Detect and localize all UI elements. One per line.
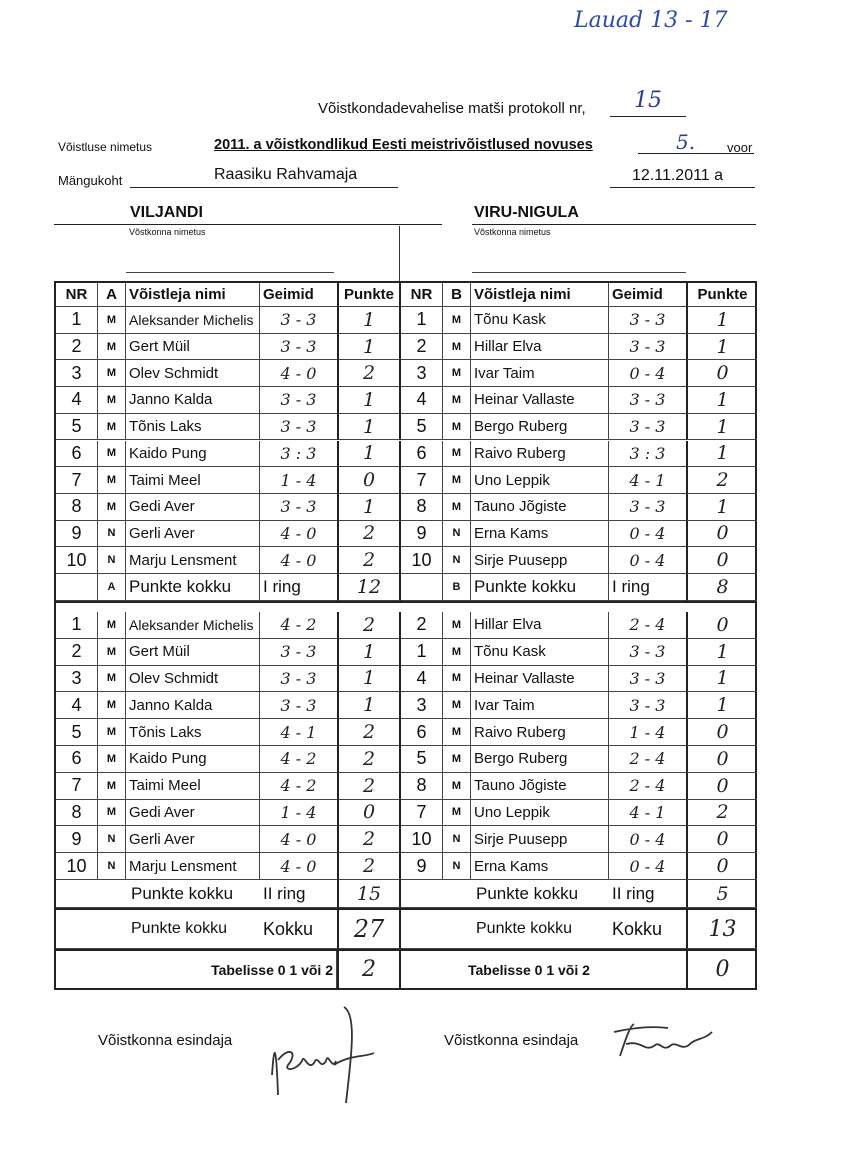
- player-b-number: 2: [401, 334, 443, 361]
- player-b-number: 2: [401, 612, 443, 639]
- player-a-points: 2: [337, 547, 401, 574]
- player-b-games: 2 - 4: [609, 746, 687, 773]
- ring2-total-b-label: Punkte kokku: [401, 880, 609, 908]
- player-b-name: Sirje Puusepp: [471, 547, 609, 574]
- grand-total-row: [56, 910, 755, 951]
- player-a-name: Kaido Pung: [126, 441, 260, 468]
- team-divider: [399, 226, 400, 282]
- player-a-number: 4: [56, 387, 98, 414]
- player-a-games: 4 - 2: [260, 746, 338, 773]
- player-a-number: 6: [56, 441, 98, 468]
- player-b-number: 7: [401, 467, 443, 494]
- player-a-games: 3 - 3: [260, 414, 338, 441]
- player-b-points: 1: [686, 639, 757, 666]
- player-a-points: 0: [337, 800, 401, 827]
- team-b-name: VIRU-NIGULA: [474, 204, 579, 221]
- match-protocol-table: [54, 281, 757, 990]
- col-name-b: Võistleja nimi: [471, 283, 609, 307]
- player-a-number: 7: [56, 773, 98, 800]
- player-b-gender: M: [443, 773, 471, 800]
- player-a-number: 3: [56, 666, 98, 693]
- player-b-name: Hillar Elva: [471, 612, 609, 639]
- date-underline: [610, 186, 755, 188]
- player-b-name: Ivar Taim: [471, 360, 609, 387]
- player-a-name: Gedi Aver: [126, 494, 260, 521]
- player-b-games: 0 - 4: [609, 360, 687, 387]
- player-a-points: 2: [337, 746, 401, 773]
- player-b-gender: M: [443, 334, 471, 361]
- table-row: [56, 719, 755, 746]
- player-b-games: 3 - 3: [609, 666, 687, 693]
- player-b-games: 2 - 4: [609, 773, 687, 800]
- player-a-gender: M: [98, 612, 126, 639]
- player-b-games: 3 - 3: [609, 494, 687, 521]
- player-a-games: 3 : 3: [260, 441, 338, 468]
- player-a-games: 3 - 3: [260, 494, 338, 521]
- ring2-total-b-points: 5: [686, 880, 757, 908]
- player-b-gender: M: [443, 360, 471, 387]
- player-b-points: 1: [686, 334, 757, 361]
- player-b-name: Sirje Puusepp: [471, 826, 609, 853]
- col-points-b: Punkte: [686, 283, 757, 307]
- signature-a-icon: [262, 1005, 382, 1105]
- player-b-gender: M: [443, 692, 471, 719]
- signature-b-icon: [612, 1018, 722, 1068]
- col-team-a: A: [98, 283, 126, 307]
- player-b-points: 0: [686, 719, 757, 746]
- player-b-points: 1: [686, 666, 757, 693]
- player-b-games: 0 - 4: [609, 826, 687, 853]
- player-a-gender: M: [98, 441, 126, 468]
- player-b-number: 3: [401, 692, 443, 719]
- team-a-line: [126, 272, 334, 273]
- player-a-points: 1: [337, 387, 401, 414]
- table-row: [56, 826, 755, 853]
- player-b-gender: M: [443, 307, 471, 334]
- ring1-total-b-blank: [401, 574, 443, 601]
- player-a-points: 1: [337, 666, 401, 693]
- player-b-number: 6: [401, 441, 443, 468]
- team-b-caption: Võstkonna nimetus: [474, 227, 551, 237]
- player-a-number: 4: [56, 692, 98, 719]
- player-a-points: 1: [337, 441, 401, 468]
- player-b-points: 2: [686, 467, 757, 494]
- player-a-name: Tõnis Laks: [126, 719, 260, 746]
- player-b-name: Heinar Vallaste: [471, 387, 609, 414]
- team-a-caption: Võstkonna nimetus: [129, 227, 206, 237]
- player-a-gender: M: [98, 666, 126, 693]
- player-b-points: 0: [686, 826, 757, 853]
- player-b-games: 4 - 1: [609, 800, 687, 827]
- player-a-number: 10: [56, 547, 98, 574]
- player-b-number: 5: [401, 414, 443, 441]
- player-a-games: 4 - 2: [260, 773, 338, 800]
- round-number: 5.: [676, 130, 696, 154]
- ring2-total-row: [56, 880, 755, 910]
- ring1-total-a-letter: A: [98, 574, 126, 601]
- player-a-gender: M: [98, 746, 126, 773]
- player-b-gender: N: [443, 521, 471, 548]
- player-b-name: Erna Kams: [471, 521, 609, 548]
- col-nr-a: NR: [56, 283, 98, 307]
- player-a-games: 3 - 3: [260, 639, 338, 666]
- player-a-gender: M: [98, 360, 126, 387]
- player-a-number: 3: [56, 360, 98, 387]
- player-b-games: 3 - 3: [609, 307, 687, 334]
- player-b-number: 5: [401, 746, 443, 773]
- player-b-gender: N: [443, 853, 471, 880]
- player-a-name: Janno Kalda: [126, 692, 260, 719]
- table-row: [56, 853, 755, 880]
- player-b-name: Bergo Ruberg: [471, 746, 609, 773]
- player-b-name: Tõnu Kask: [471, 307, 609, 334]
- player-b-number: 3: [401, 360, 443, 387]
- col-team-b: B: [443, 283, 471, 307]
- player-a-name: Tõnis Laks: [126, 414, 260, 441]
- player-a-name: Olev Schmidt: [126, 666, 260, 693]
- player-b-number: 6: [401, 719, 443, 746]
- grand-total-b-label: Punkte kokku: [401, 910, 609, 949]
- col-name-a: Võistleja nimi: [126, 283, 260, 307]
- table-row: [56, 467, 755, 494]
- player-a-gender: M: [98, 334, 126, 361]
- player-b-name: Raivo Ruberg: [471, 719, 609, 746]
- player-a-points: 2: [337, 521, 401, 548]
- player-a-gender: M: [98, 467, 126, 494]
- ring1-total-b-ring: I ring: [609, 574, 687, 601]
- player-b-games: 0 - 4: [609, 853, 687, 880]
- player-a-points: 2: [337, 826, 401, 853]
- player-b-points: 0: [686, 521, 757, 548]
- signature-b-label: Võistkonna esindaja: [444, 1032, 579, 1049]
- player-a-games: 3 - 3: [260, 666, 338, 693]
- player-a-games: 4 - 2: [260, 612, 338, 639]
- player-a-points: 1: [337, 307, 401, 334]
- player-b-name: Tõnu Kask: [471, 639, 609, 666]
- player-a-name: Gert Müil: [126, 639, 260, 666]
- player-a-gender: M: [98, 800, 126, 827]
- player-a-name: Gerli Aver: [126, 826, 260, 853]
- ring1-total-a-ring: I ring: [260, 574, 338, 601]
- player-a-games: 4 - 0: [260, 547, 338, 574]
- player-a-gender: M: [98, 307, 126, 334]
- player-b-games: 3 - 3: [609, 334, 687, 361]
- player-a-name: Gerli Aver: [126, 521, 260, 548]
- player-a-points: 1: [337, 414, 401, 441]
- player-a-name: Marju Lensment: [126, 547, 260, 574]
- ring2-total-a-label: Punkte kokku: [56, 880, 260, 908]
- player-b-number: 8: [401, 494, 443, 521]
- player-a-name: Gedi Aver: [126, 800, 260, 827]
- player-a-gender: M: [98, 639, 126, 666]
- table-row: [56, 494, 755, 521]
- grand-total-a-points: 27: [337, 910, 401, 949]
- player-a-gender: M: [98, 494, 126, 521]
- player-a-points: 1: [337, 639, 401, 666]
- player-a-name: Olev Schmidt: [126, 360, 260, 387]
- grand-total-b-ring: Kokku: [609, 910, 687, 949]
- table-row: [56, 521, 755, 548]
- table-row: [56, 387, 755, 414]
- player-b-games: 3 : 3: [609, 441, 687, 468]
- table-row: [56, 692, 755, 719]
- player-b-number: 1: [401, 639, 443, 666]
- table-row: [56, 612, 755, 639]
- grand-total-a-label: Punkte kokku: [56, 910, 260, 949]
- player-a-points: 2: [337, 612, 401, 639]
- protocol-number: 15: [610, 88, 686, 117]
- player-a-name: Marju Lensment: [126, 853, 260, 880]
- event-label: Võistluse nimetus: [58, 140, 153, 154]
- player-a-games: 4 - 0: [260, 521, 338, 548]
- player-a-number: 10: [56, 853, 98, 880]
- player-b-games: 3 - 3: [609, 387, 687, 414]
- player-a-name: Gert Müil: [126, 334, 260, 361]
- table-points-a-label: Tabelisse 0 1 või 2: [56, 951, 337, 988]
- player-b-number: 10: [401, 826, 443, 853]
- player-b-gender: M: [443, 387, 471, 414]
- player-b-points: 1: [686, 387, 757, 414]
- player-b-points: 0: [686, 360, 757, 387]
- player-a-points: 1: [337, 494, 401, 521]
- player-a-number: 9: [56, 521, 98, 548]
- player-b-name: Heinar Vallaste: [471, 666, 609, 693]
- team-b-underline: [472, 224, 756, 225]
- player-a-games: 3 - 3: [260, 387, 338, 414]
- player-a-games: 3 - 3: [260, 307, 338, 334]
- table-header-row: [56, 283, 755, 307]
- player-a-games: 4 - 0: [260, 826, 338, 853]
- ring2-total-b-ring: II ring: [609, 880, 687, 908]
- venue-label: Mängukoht: [58, 173, 123, 188]
- player-a-gender: M: [98, 692, 126, 719]
- player-b-number: 4: [401, 666, 443, 693]
- player-a-points: 1: [337, 334, 401, 361]
- player-b-number: 9: [401, 853, 443, 880]
- signature-a-label: Võistkonna esindaja: [98, 1032, 233, 1049]
- table-row: [56, 639, 755, 666]
- player-b-games: 2 - 4: [609, 612, 687, 639]
- player-b-points: 0: [686, 547, 757, 574]
- player-a-name: Kaido Pung: [126, 746, 260, 773]
- player-a-gender: N: [98, 521, 126, 548]
- team-a-name: VILJANDI: [130, 204, 203, 221]
- table-points-b-value: 0: [686, 951, 757, 988]
- player-a-number: 5: [56, 719, 98, 746]
- ring1-total-b-letter: B: [443, 574, 471, 601]
- player-a-games: 3 - 3: [260, 334, 338, 361]
- player-b-name: Uno Leppik: [471, 800, 609, 827]
- player-a-number: 5: [56, 414, 98, 441]
- player-b-points: 1: [686, 307, 757, 334]
- table-points-a-value: 2: [337, 951, 401, 988]
- ring1-total-b-points: 8: [686, 574, 757, 601]
- table-row: [56, 800, 755, 827]
- player-b-points: 2: [686, 800, 757, 827]
- player-b-points: 1: [686, 441, 757, 468]
- player-a-name: Aleksander Michelis: [126, 307, 260, 334]
- player-b-number: 1: [401, 307, 443, 334]
- col-games-a: Geimid: [260, 283, 338, 307]
- player-a-games: 3 - 3: [260, 692, 338, 719]
- table-row: [56, 360, 755, 387]
- player-b-number: 4: [401, 387, 443, 414]
- board-numbers-note: Lauad 13 - 17: [574, 8, 728, 33]
- player-b-points: 0: [686, 746, 757, 773]
- player-a-gender: M: [98, 387, 126, 414]
- player-a-points: 2: [337, 773, 401, 800]
- venue-underline: [130, 186, 398, 188]
- player-a-name: Taimi Meel: [126, 467, 260, 494]
- player-b-number: 10: [401, 547, 443, 574]
- player-b-games: 3 - 3: [609, 414, 687, 441]
- player-a-number: 8: [56, 494, 98, 521]
- player-a-number: 7: [56, 467, 98, 494]
- player-b-gender: M: [443, 441, 471, 468]
- player-a-gender: M: [98, 773, 126, 800]
- table-row: [56, 746, 755, 773]
- protocol-label: Võistkondadevahelise matši protokoll nr,: [318, 100, 586, 117]
- player-b-points: 0: [686, 773, 757, 800]
- player-a-games: 1 - 4: [260, 800, 338, 827]
- col-nr-b: NR: [401, 283, 443, 307]
- player-a-number: 6: [56, 746, 98, 773]
- team-b-line: [472, 272, 686, 273]
- player-b-name: Erna Kams: [471, 853, 609, 880]
- player-a-number: 1: [56, 307, 98, 334]
- player-b-gender: M: [443, 746, 471, 773]
- player-b-games: 4 - 1: [609, 467, 687, 494]
- player-b-name: Tauno Jõgiste: [471, 494, 609, 521]
- player-b-name: Hillar Elva: [471, 334, 609, 361]
- venue-name: Raasiku Rahvamaja: [214, 166, 358, 183]
- player-b-gender: M: [443, 467, 471, 494]
- player-b-games: 3 - 3: [609, 692, 687, 719]
- player-b-gender: M: [443, 666, 471, 693]
- player-b-points: 0: [686, 853, 757, 880]
- player-b-gender: N: [443, 547, 471, 574]
- table-row: [56, 334, 755, 361]
- round-label: voor: [727, 140, 753, 155]
- event-name: 2011. a võistkondlikud Eesti meistrivõistlused novuses: [214, 137, 593, 153]
- player-a-points: 2: [337, 719, 401, 746]
- player-b-number: 7: [401, 800, 443, 827]
- player-b-name: Raivo Ruberg: [471, 441, 609, 468]
- player-a-number: 2: [56, 334, 98, 361]
- ring1-total-b-label: Punkte kokku: [471, 574, 609, 601]
- player-a-points: 1: [337, 692, 401, 719]
- player-b-games: 0 - 4: [609, 521, 687, 548]
- ring1-total-a-points: 12: [337, 574, 401, 601]
- player-a-gender: M: [98, 414, 126, 441]
- player-b-gender: N: [443, 826, 471, 853]
- table-row: [56, 441, 755, 468]
- player-b-number: 8: [401, 773, 443, 800]
- col-games-b: Geimid: [609, 283, 687, 307]
- ring1-total-row: [56, 574, 755, 603]
- match-date: 12.11.2011 a: [632, 167, 724, 184]
- player-a-number: 2: [56, 639, 98, 666]
- table-row: [56, 547, 755, 574]
- team-a-underline: [54, 224, 442, 225]
- player-a-points: 0: [337, 467, 401, 494]
- player-b-name: Ivar Taim: [471, 692, 609, 719]
- player-a-games: 4 - 0: [260, 360, 338, 387]
- player-a-number: 8: [56, 800, 98, 827]
- player-b-name: Bergo Ruberg: [471, 414, 609, 441]
- player-b-gender: M: [443, 414, 471, 441]
- player-b-games: 3 - 3: [609, 639, 687, 666]
- table-row: [56, 414, 755, 441]
- player-a-gender: N: [98, 853, 126, 880]
- player-a-number: 9: [56, 826, 98, 853]
- table-points-row: [56, 951, 755, 988]
- player-b-points: 1: [686, 692, 757, 719]
- player-a-name: Janno Kalda: [126, 387, 260, 414]
- ring1-total-blank: [56, 574, 98, 601]
- col-points-a: Punkte: [337, 283, 401, 307]
- player-a-games: 4 - 1: [260, 719, 338, 746]
- grand-total-a-ring: Kokku: [260, 910, 338, 949]
- player-b-name: Tauno Jõgiste: [471, 773, 609, 800]
- ring2-total-a-ring: II ring: [260, 880, 338, 908]
- player-a-points: 2: [337, 360, 401, 387]
- ring1-total-a-label: Punkte kokku: [126, 574, 260, 601]
- table-points-b-label: Tabelisse 0 1 või 2: [401, 951, 687, 988]
- player-b-points: 1: [686, 414, 757, 441]
- player-a-gender: M: [98, 719, 126, 746]
- player-b-number: 9: [401, 521, 443, 548]
- grand-total-b-points: 13: [686, 910, 757, 949]
- player-a-number: 1: [56, 612, 98, 639]
- table-row: [56, 666, 755, 693]
- player-b-name: Uno Leppik: [471, 467, 609, 494]
- player-a-gender: N: [98, 547, 126, 574]
- player-b-gender: M: [443, 719, 471, 746]
- player-a-games: 4 - 0: [260, 853, 338, 880]
- player-b-points: 0: [686, 612, 757, 639]
- player-b-gender: M: [443, 612, 471, 639]
- player-b-gender: M: [443, 639, 471, 666]
- player-b-games: 1 - 4: [609, 719, 687, 746]
- player-a-name: Aleksander Michelis: [126, 612, 260, 639]
- player-b-gender: M: [443, 494, 471, 521]
- player-b-games: 0 - 4: [609, 547, 687, 574]
- player-a-name: Taimi Meel: [126, 773, 260, 800]
- ring2-total-a-points: 15: [337, 880, 401, 908]
- player-a-points: 2: [337, 853, 401, 880]
- player-b-points: 1: [686, 494, 757, 521]
- player-a-games: 1 - 4: [260, 467, 338, 494]
- table-row: [56, 773, 755, 800]
- table-row: [56, 307, 755, 334]
- player-b-gender: M: [443, 800, 471, 827]
- player-a-gender: N: [98, 826, 126, 853]
